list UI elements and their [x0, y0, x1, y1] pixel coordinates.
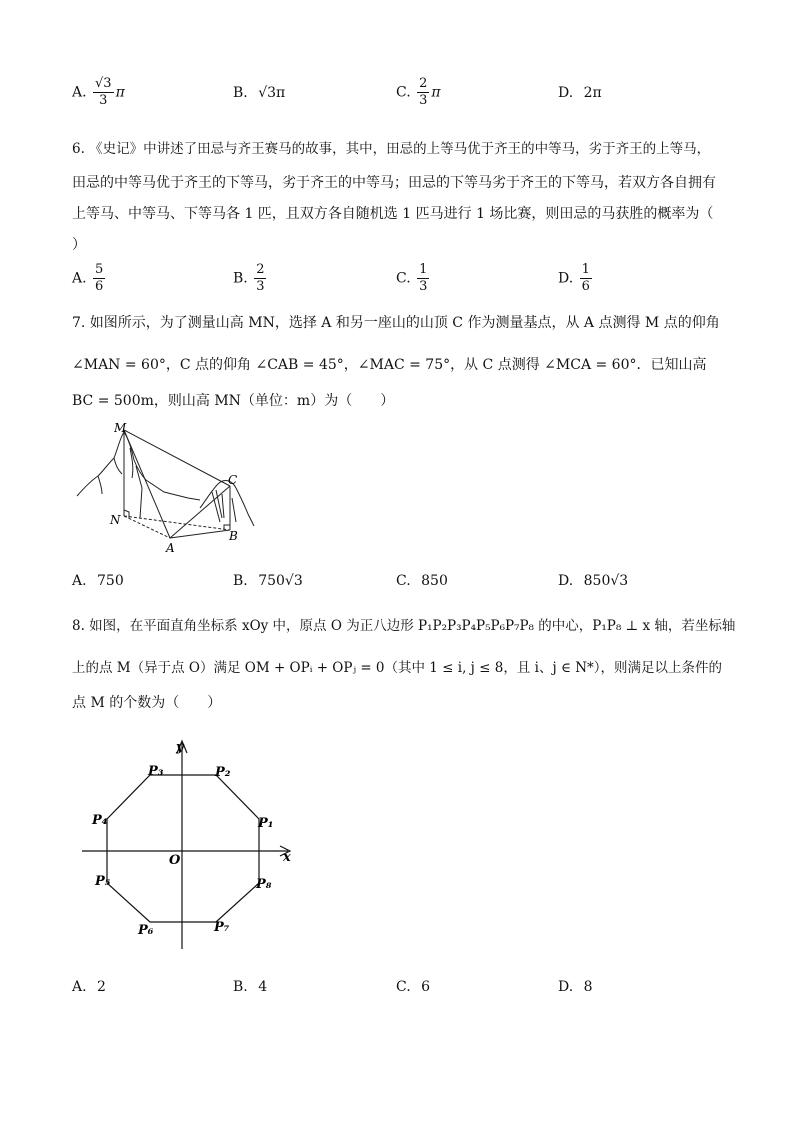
- q5-option-c: C. $\frac{2}{3}$ π: [396, 76, 441, 108]
- q5-option-b: B. √3π: [233, 85, 286, 101]
- q6-option-d: D. $\frac{1}{6}$: [558, 262, 590, 294]
- q6-option-b: B. $\frac{2}{3}$: [233, 262, 265, 294]
- q8-line-3: 点 M 的个数为（ ）: [72, 695, 222, 711]
- label-m: M: [114, 421, 127, 435]
- q8-line-1: 8. 如图，在平面直角坐标系 xOy 中，原点 O 为正八边形 P₁P₂P₃P₄P₅P₆P₇P₈ 的中心，P₁P₈ ⊥ x 轴，若坐标轴: [72, 618, 736, 634]
- label-a: A: [166, 541, 175, 555]
- right-mountain-icon: [200, 481, 254, 526]
- q6-line-4: ）: [72, 237, 86, 253]
- label-y: y: [176, 740, 184, 755]
- q6-option-a: A. $\frac{5}{6}$: [72, 262, 104, 294]
- q6-line-2: 田忌的中等马优于齐王的下等马，劣于齐王的中等马；田忌的下等马劣于齐王的下等马，若双方各自拥有: [72, 175, 716, 191]
- q5-option-a: A. $\frac{√3}{3}$ π: [72, 76, 125, 108]
- q6-line-3: 上等马、中等马、下等马各 1 匹，且双方各自随机选 1 匹马进行 1 场比赛，则田忌的马获胜的概率为（: [72, 206, 714, 222]
- label-p3: P₃: [148, 764, 164, 779]
- q5-a-fraction: $\frac{√3}{3}$: [95, 76, 112, 108]
- q7-mountain-figure: [72, 418, 262, 558]
- q8-option-b: B. 4: [233, 979, 268, 995]
- label-n: N: [110, 513, 121, 527]
- left-mountain-icon: [77, 432, 200, 500]
- q6-line-1: 6. 《史记》中讲述了田忌与齐王赛马的故事，其中，田忌的上等马优于齐王的中等马，劣于齐王的上等马，: [72, 141, 711, 157]
- q5-option-d: D. 2π: [558, 85, 602, 101]
- q7-option-c: C. 850: [396, 573, 448, 589]
- label-x: x: [283, 850, 291, 865]
- q8-option-a: A. 2: [72, 979, 106, 995]
- q7-option-b: B. 750√3: [233, 573, 303, 589]
- label-p7: P₇: [214, 920, 230, 935]
- q8-option-d: D. 8: [558, 979, 593, 995]
- q7-option-d: D. 850√3: [558, 573, 629, 589]
- label-p2: P₂: [215, 765, 231, 780]
- octagon: [107, 775, 259, 922]
- q7-option-a: A. 750: [72, 573, 124, 589]
- q7-line-3: BC = 500m，则山高 MN（单位：m）为（ ）: [72, 393, 395, 409]
- q7-line-1: 7. 如图所示，为了测量山高 MN，选择 A 和另一座山的山顶 C 作为测量基点，从 A 点测得 M 点的仰角: [72, 315, 720, 331]
- q8-octagon-figure: [80, 735, 310, 960]
- label-p8: P₈: [256, 877, 272, 892]
- q8-line-2: 上的点 M（异于点 O）满足 OM + OPᵢ + OPⱼ = 0（其中 1 ≤ i, j ≤ 8，且 i、j ∈ N*），则满足以上条件的: [72, 660, 723, 676]
- q6-option-c: C. $\frac{1}{3}$: [396, 262, 428, 294]
- label-p4: P₄: [92, 813, 108, 828]
- label-o: O: [169, 853, 181, 868]
- label-p1: P₁: [258, 816, 274, 831]
- q7-line-2: ∠MAN = 60°，C 点的仰角 ∠CAB = 45°，∠MAC = 75°，从 C 点测得 ∠MCA = 60°．已知山高: [72, 357, 707, 373]
- q8-option-c: C. 6: [396, 979, 431, 995]
- label-p6: P₆: [138, 923, 154, 938]
- label-p5: P₅: [95, 874, 111, 889]
- label-b: B: [229, 529, 238, 543]
- label-c: C: [228, 473, 238, 487]
